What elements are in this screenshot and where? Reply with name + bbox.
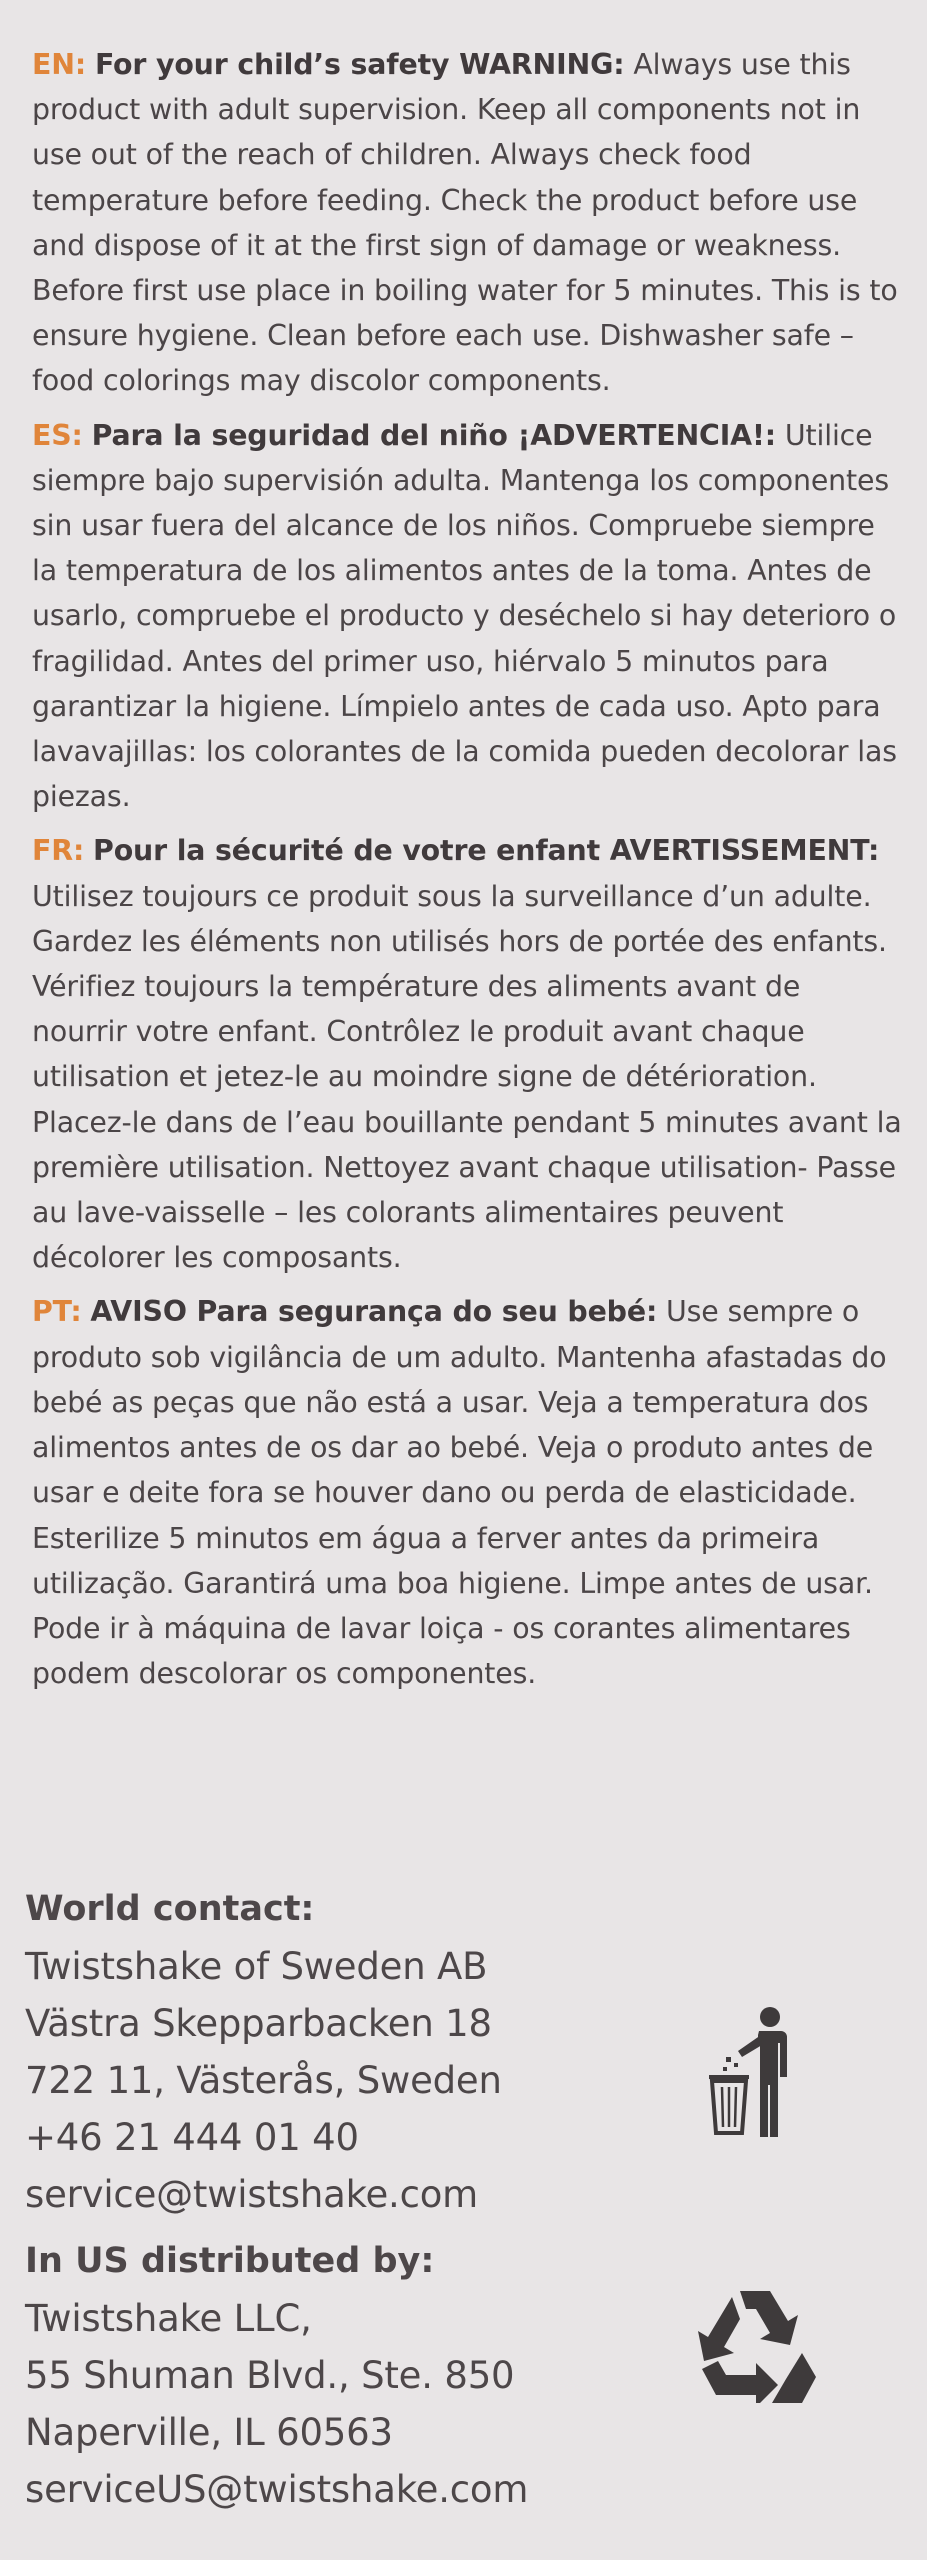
world-contact-company: Twistshake of Sweden AB: [25, 1945, 488, 1988]
warning-text-pt: Use sempre o produto sob vigilância de um adulto. Mantenha afastadas do bebé as peças que não está a usar. Veja a temperatura dos alimentos antes de os dar ao bebé. Veja o produto antes de usar e deite fora se houver dano ou perda de elasticidade. Esterilize 5 minutos em água a ferver antes da primeira utilização. Garantirá uma boa higiene. Limpe antes de usar. Pode ir à máquina de lavar loiça - os corantes alimentares podem descolorar os componentes.: [32, 1295, 887, 1691]
us-distributor-city: Naperville, IL 60563: [25, 2411, 393, 2454]
world-contact-title: World contact:: [25, 1889, 315, 1929]
warning-pt: [32, 1289, 902, 1696]
us-distributor-street: 55 Shuman Blvd., Ste. 850: [25, 2354, 515, 2397]
world-contact-phone: +46 21 444 01 40: [25, 2116, 359, 2159]
us-distributor-title: In US distributed by:: [25, 2241, 435, 2281]
language-code-pt: PT:: [32, 1295, 82, 1329]
us-distributor-company: Twistshake LLC,: [25, 2297, 312, 2340]
safety-warnings: [32, 42, 902, 1705]
warning-fr: [32, 828, 902, 1280]
warning-en: [32, 42, 902, 404]
world-contact-city: 722 11, Västerås, Sweden: [25, 2059, 502, 2102]
warning-text-en: Always use this product with adult supervision. Keep all components not in use out of the reach of children. Always check food temperature before feeding. Check the product before use and dispose of it at the first sign of damage or weakness. Before first use place in boiling water for 5 minutes. This is to ensure hygiene. Clean before each use. Dishwasher safe – food colorings may discolor components.: [32, 48, 898, 398]
language-code-es: ES:: [32, 418, 83, 452]
warning-text-es: Utilice siempre bajo supervisión adulta. Mantenga los componentes sin usar fuera del alcance de los niños. Compruebe siempre la temperatura de los alimentos antes de la toma. Antes de usarlo, compruebe el producto y deséchelo si hay deterioro o fragilidad. Antes del primer uso, hiérvalo 5 minutos para garantizar la higiene. Límpielo antes de cada uso. Apto para lavavajillas: los colorantes de la comida pueden decolorar las piezas.: [32, 418, 897, 814]
warning-heading-en: For your child’s safety WARNING:: [94, 48, 625, 81]
tidyman-litter-bin-icon: [704, 2005, 804, 2140]
language-code-en: EN:: [32, 48, 87, 81]
us-distributor-email: serviceUS@twistshake.com: [25, 2468, 529, 2511]
warning-es: [32, 413, 902, 820]
recycle-icon: [692, 2283, 820, 2403]
warning-heading-fr: Pour la sécurité de votre enfant AVERTISSEMENT:: [93, 834, 880, 868]
warning-text-fr: Utilisez toujours ce produit sous la surveillance d’un adulte. Gardez les éléments non utilisés hors de portée des enfants. Vérifiez toujours la température des aliments avant de nourrir votre enfant. Contrôlez le produit avant chaque utilisation et jetez-le au moindre signe de détérioration. Placez-le dans de l’eau bouillante pendant 5 minutes avant la première utilisation. Nettoyez avant chaque utilisation- Passe au lave-vaisselle – les colorants alimentaires peuvent décolorer les composants.: [32, 879, 902, 1275]
warning-heading-es: Para la seguridad del niño ¡ADVERTENCIA!:: [91, 418, 776, 452]
world-contact-street: Västra Skepparbacken 18: [25, 2002, 492, 2045]
warning-heading-pt: AVISO Para segurança do seu bebé:: [90, 1295, 658, 1329]
language-code-fr: FR:: [32, 834, 85, 868]
world-contact-email: service@twistshake.com: [25, 2173, 479, 2216]
contact-block: [25, 1880, 705, 2518]
